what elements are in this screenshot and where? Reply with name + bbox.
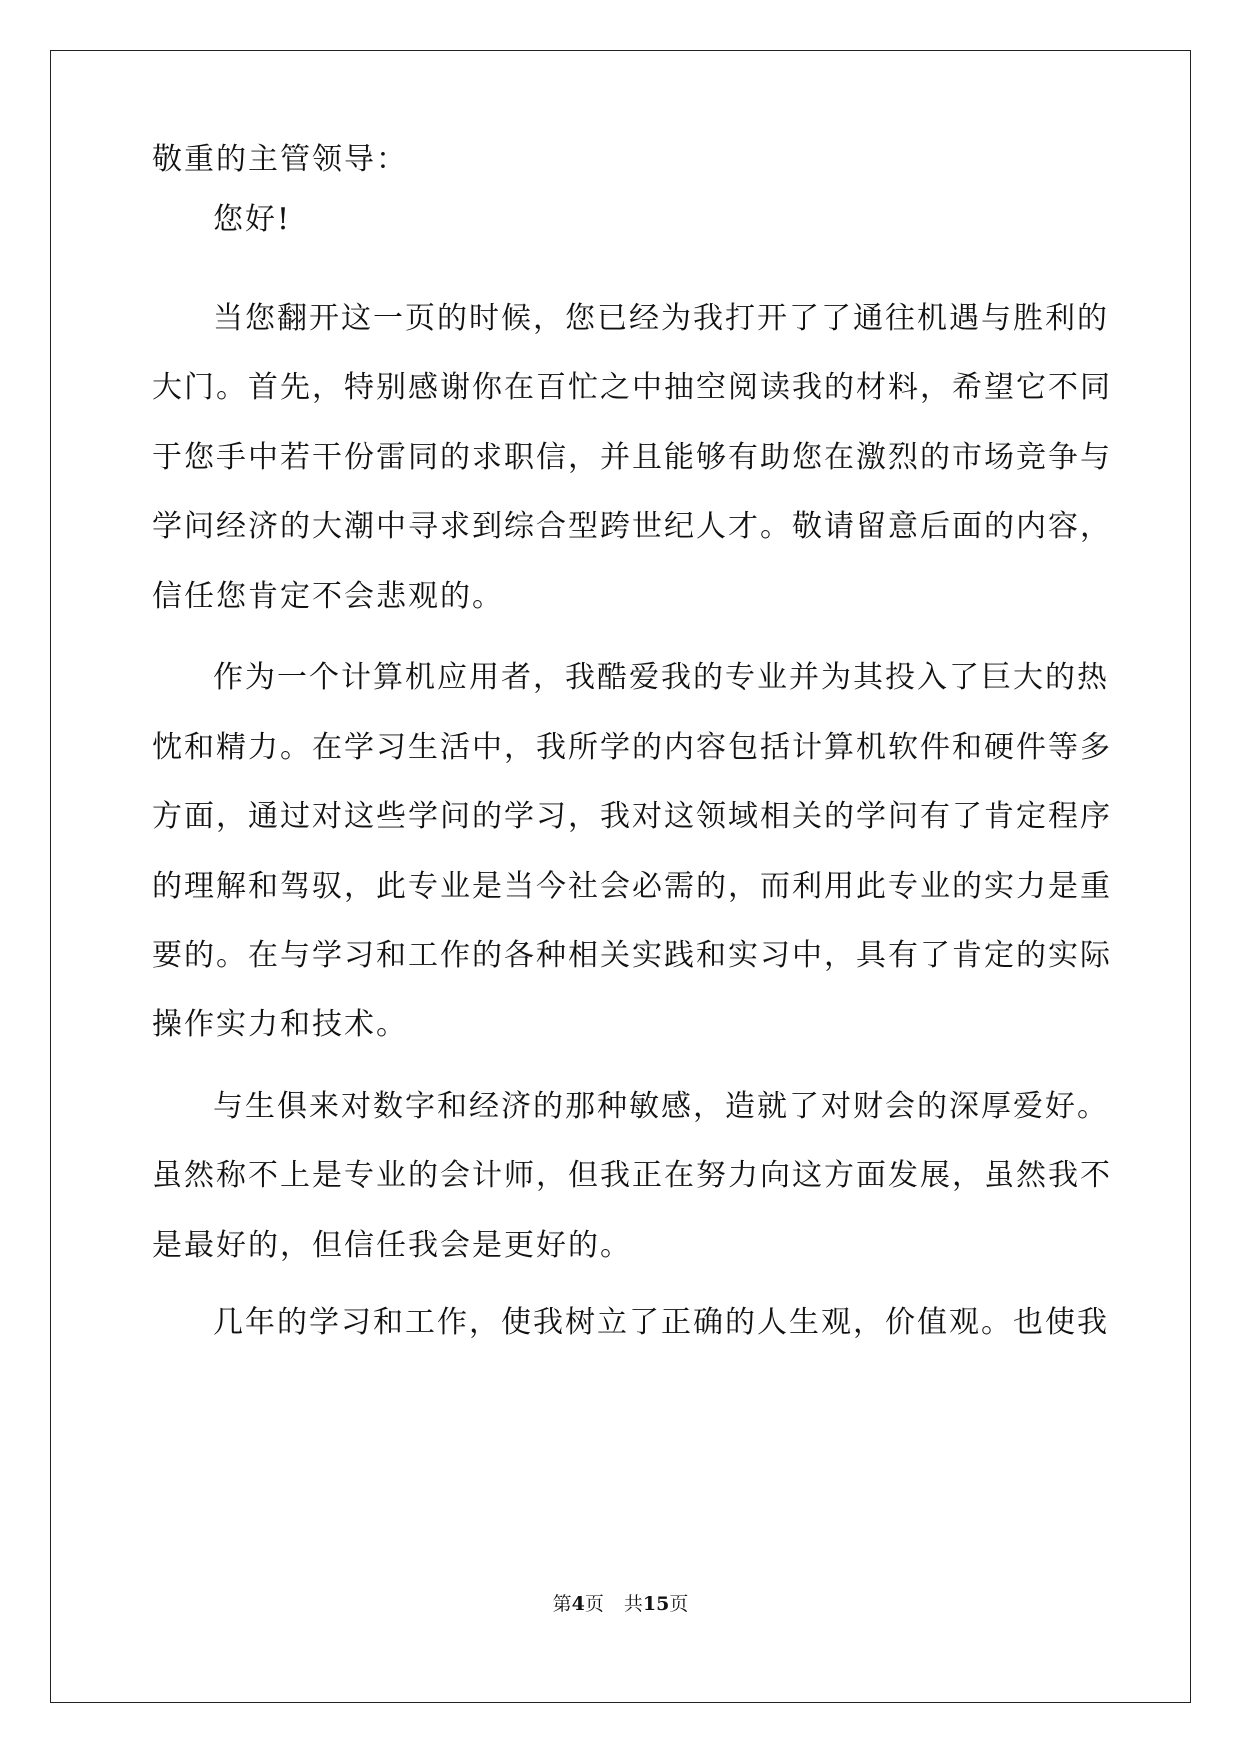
footer-total-prefix: 共 — [623, 1593, 643, 1615]
footer-page-prefix: 第 — [552, 1593, 572, 1615]
body-line-12: 与生俱来对数字和经济的那种敏感，造就了对财会的深厚爱好。 — [213, 1089, 1109, 1124]
body-line-8: 方面，通过对这些学问的学习，我对这领域相关的学问有了肯定程序 — [152, 799, 1112, 834]
footer-page-number: 4 — [571, 1593, 585, 1615]
page-footer — [0, 1592, 1241, 1616]
body-line-2: 大门。首先，特别感谢你在百忙之中抽空阅读我的材料，希望它不同 — [152, 370, 1112, 405]
body-line-9: 的理解和驾驭，此专业是当今社会必需的，而利用此专业的实力是重 — [152, 869, 1112, 904]
body-line-11: 操作实力和技术。 — [152, 1007, 408, 1042]
footer-total-pages: 15 — [642, 1593, 670, 1615]
body-line-6: 作为一个计算机应用者，我酷爱我的专业并为其投入了巨大的热 — [213, 660, 1109, 695]
body-line-15: 几年的学习和工作，使我树立了正确的人生观，价值观。也使我 — [213, 1305, 1109, 1340]
body-line-7: 忱和精力。在学习生活中，我所学的内容包括计算机软件和硬件等多 — [152, 730, 1112, 765]
body-line-13: 虽然称不上是专业的会计师，但我正在努力向这方面发展，虽然我不 — [152, 1158, 1112, 1193]
body-line-1: 当您翻开这一页的时候，您已经为我打开了了通往机遇与胜利的 — [213, 301, 1109, 336]
body-line-3: 于您手中若干份雷同的求职信，并且能够有助您在激烈的市场竞争与 — [152, 440, 1112, 475]
footer-total-suffix: 页 — [669, 1593, 689, 1615]
body-line-14: 是最好的，但信任我会是更好的。 — [152, 1228, 632, 1263]
body-line-4: 学问经济的大潮中寻求到综合型跨世纪人才。敬请留意后面的内容， — [152, 509, 1112, 544]
greeting: 您好! — [213, 202, 292, 237]
body-line-5: 信任您肯定不会悲观的。 — [152, 579, 504, 614]
body-line-10: 要的。在与学习和工作的各种相关实践和实习中，具有了肯定的实际 — [152, 938, 1112, 973]
salutation: 敬重的主管领导： — [152, 142, 408, 177]
footer-page-suffix: 页 — [584, 1593, 604, 1615]
